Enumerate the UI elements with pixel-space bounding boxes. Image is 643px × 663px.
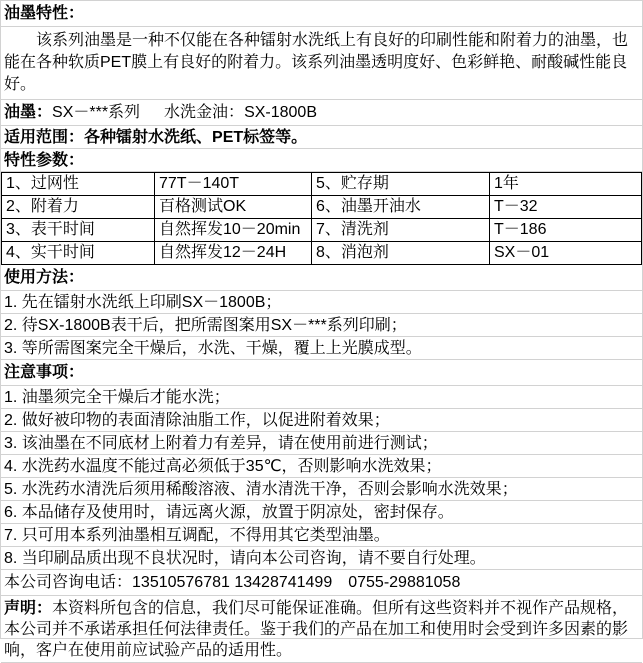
usage-step: 2. 待SX-1800B表干后，把所需图案用SX－***系列印刷； xyxy=(1,314,642,337)
contact-label: 本公司咨询电话： xyxy=(4,574,133,591)
param-name-cell: 2、附着力 xyxy=(2,196,155,219)
usage-step: 1. 先在镭射水洗纸上印刷SX－1800B； xyxy=(1,291,642,314)
ink-properties-heading: 油墨特性： xyxy=(4,5,85,22)
param-value-cell: 1年 xyxy=(490,173,642,196)
notes-heading-row xyxy=(1,360,642,386)
disclaimer-text: 本资料所包含的信息，我们尽可能保证准确。但所有这些资料并不视作产品规格，本公司并不承诺承担任何法律责任。鉴于我们的产品在加工和使用时会受到许多因素的影响，客户在使用前应试验产品的适用性。 xyxy=(4,600,629,659)
ink-properties-description: 该系列油墨是一种不仅能在各种镭射水洗纸上有良好的印刷性能和附着力的油墨，也能在各种软质PET膜上有良好的附着力。该系列油墨透明度好、色彩鲜艳、耐酸碱性能良好。 xyxy=(1,27,642,100)
usage-heading: 使用方法： xyxy=(4,269,85,286)
scope-row xyxy=(1,126,642,149)
param-value-cell: T－32 xyxy=(490,196,642,219)
note-item: 1. 油墨须完全干燥后才能水洗； xyxy=(1,386,642,409)
table-row xyxy=(2,196,642,219)
table-row xyxy=(2,242,642,265)
param-value-cell: 自然挥发10－20min xyxy=(155,219,312,242)
table-row xyxy=(2,173,642,196)
note-item: 3. 该油墨在不同底材上附着力有差异，请在使用前进行测试； xyxy=(1,432,642,455)
scope-value: 各种镭射水洗纸、PET标签等。 xyxy=(84,129,308,146)
parameters-table xyxy=(1,172,642,265)
param-name-cell: 6、油墨开油水 xyxy=(312,196,490,219)
note-item: 4. 水洗药水温度不能过高必须低于35℃，否则影响水洗效果； xyxy=(1,455,642,478)
param-name-cell: 3、表干时间 xyxy=(2,219,155,242)
gloss-oil-label: 水洗金油： xyxy=(164,104,245,121)
table-row xyxy=(2,219,642,242)
param-name-cell: 5、贮存期 xyxy=(312,173,490,196)
note-item: 6. 本品储存及使用时，请远离火源，放置于阴凉处，密封保存。 xyxy=(1,501,642,524)
ink-properties-heading-row xyxy=(1,1,642,27)
param-value-cell: T－186 xyxy=(490,219,642,242)
param-name-cell: 7、清洗剂 xyxy=(312,219,490,242)
param-value-cell: 百格测试OK xyxy=(155,196,312,219)
param-value-cell: SX－01 xyxy=(490,242,642,265)
usage-heading-row xyxy=(1,265,642,291)
ink-series-row xyxy=(1,100,642,126)
usage-step: 3. 等所需图案完全干燥后，水洗、干燥，覆上上光膜成型。 xyxy=(1,337,642,360)
param-name-cell: 4、实干时间 xyxy=(2,242,155,265)
parameters-table-row xyxy=(1,172,642,265)
note-item: 2. 做好被印物的表面清除油脂工作，以促进附着效果； xyxy=(1,409,642,432)
param-name-cell: 8、消泡剂 xyxy=(312,242,490,265)
parameters-heading: 特性参数： xyxy=(4,152,85,169)
disclaimer-row xyxy=(1,596,642,663)
disclaimer-label: 声明： xyxy=(4,600,53,617)
contact-phones: 13510576781 13428741499 0755-29881058 xyxy=(132,574,461,591)
scope-label: 适用范围： xyxy=(4,129,85,146)
ink-series-label: 油墨： xyxy=(4,104,53,121)
note-item: 7. 只可用本系列油墨相互调配，不得用其它类型油墨。 xyxy=(1,524,642,547)
note-item: 8. 当印刷品质出现不良状况时，请向本公司咨询，请不要自行处理。 xyxy=(1,547,642,570)
parameters-heading-row xyxy=(1,149,642,172)
gloss-oil-value: SX-1800B xyxy=(244,104,317,121)
param-value-cell: 77T－140T xyxy=(155,173,312,196)
ink-series-value: SX－***系列 xyxy=(52,104,141,121)
param-name-cell: 1、过网性 xyxy=(2,173,155,196)
note-item: 5. 水洗药水清洗后须用稀酸溶液、清水清洗干净，否则会影响水洗效果； xyxy=(1,478,642,501)
param-value-cell: 自然挥发12－24H xyxy=(155,242,312,265)
notes-heading: 注意事项： xyxy=(4,364,85,381)
contact-row xyxy=(1,570,642,596)
